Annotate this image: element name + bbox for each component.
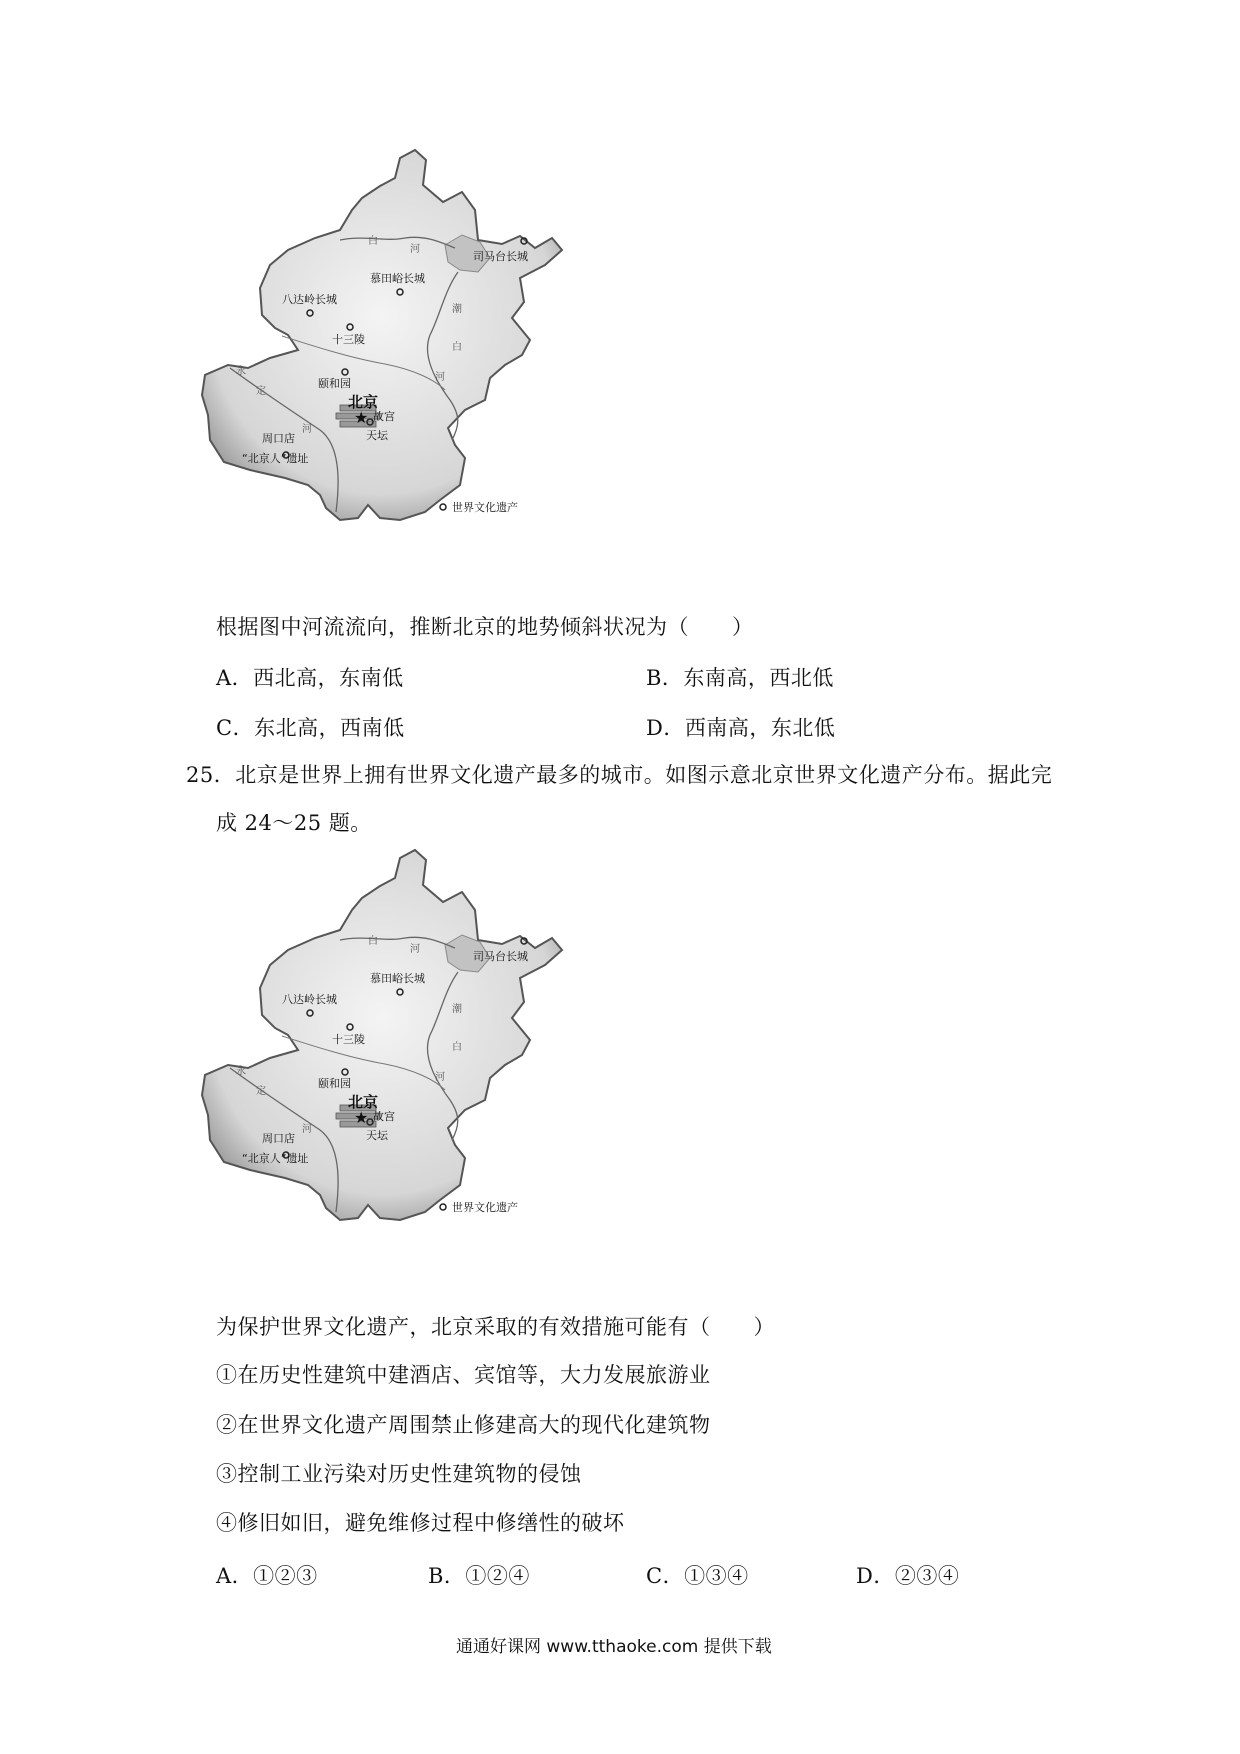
map-svg (190, 140, 610, 560)
label-mutianyu: 慕田峪长城 (370, 272, 425, 285)
legend-label: 世界文化遗产 (452, 1201, 518, 1214)
label-yiheyuan: 颐和园 (318, 377, 351, 390)
river-label: 河 (435, 1072, 445, 1083)
river-label: 潮 (452, 1004, 462, 1015)
q24-option-d[interactable]: D．西南高，东北低 (646, 716, 836, 740)
capital-star-icon: ★ (354, 408, 369, 427)
river-label: 潮 (452, 304, 462, 315)
q24-option-b[interactable]: B．东南高，西北低 (646, 666, 834, 690)
label-peking-man: “北京人”遗址 (242, 1152, 309, 1165)
label-zhoukoudian: 周口店 (262, 1132, 295, 1145)
river-label: 永 (236, 1066, 246, 1077)
river-label: 河 (302, 1124, 312, 1135)
q25-stem: 为保护世界文化遗产，北京采取的有效措施可能有（ ） (216, 1315, 775, 1339)
label-simatai: 司马台长城 (473, 250, 528, 263)
label-beijing: 北京 (348, 393, 379, 411)
q25-option-a[interactable]: A．①②③ (216, 1564, 318, 1588)
q24-option-c[interactable]: C．东北高，西南低 (216, 716, 405, 740)
q25-option-c[interactable]: C．①③④ (646, 1564, 749, 1588)
q24-option-a[interactable]: A．西北高，东南低 (216, 666, 404, 690)
legend-label: 世界文化遗产 (452, 501, 518, 514)
q24-stem: 根据图中河流流向，推断北京的地势倾斜状况为（ ） (216, 615, 754, 639)
capital-star-icon: ★ (354, 1108, 369, 1127)
label-tiantan: 天坛 (366, 1129, 388, 1142)
beijing-heritage-map-1 (190, 140, 610, 560)
label-badaling: 八达岭长城 (282, 993, 337, 1006)
map-svg (190, 840, 610, 1260)
label-beijing: 北京 (348, 1093, 379, 1111)
label-shisanling: 十三陵 (332, 333, 365, 346)
q25-statement-2: ②在世界文化遗产周围禁止修建高大的现代化建筑物 (216, 1413, 711, 1437)
q25-intro-line1: 25．北京是世界上拥有世界文化遗产最多的城市。如图示意北京世界文化遗产分布。据此完 (186, 763, 1053, 787)
label-peking-man: “北京人”遗址 (242, 452, 309, 465)
q25-option-d[interactable]: D．②③④ (856, 1564, 960, 1588)
q25-option-b[interactable]: B．①②④ (428, 1564, 530, 1588)
river-label: 河 (410, 244, 420, 255)
label-zhoukoudian: 周口店 (262, 432, 295, 445)
page-footer: 通通好课网 www.tthaoke.com 提供下载 (456, 1637, 772, 1657)
river-label: 白 (452, 1042, 462, 1053)
river-label: 河 (435, 372, 445, 383)
q25-statement-3: ③控制工业污染对历史性建筑物的侵蚀 (216, 1462, 582, 1486)
label-mutianyu: 慕田峪长城 (370, 972, 425, 985)
beijing-heritage-map-2 (190, 840, 610, 1260)
label-gugong: 故宫 (373, 1110, 395, 1123)
river-label: 定 (256, 1086, 266, 1097)
river-label: 定 (256, 386, 266, 397)
q25-statement-1: ①在历史性建筑中建酒店、宾馆等，大力发展旅游业 (216, 1363, 711, 1387)
label-shisanling: 十三陵 (332, 1033, 365, 1046)
label-tiantan: 天坛 (366, 429, 388, 442)
river-label: 河 (302, 424, 312, 435)
label-yiheyuan: 颐和园 (318, 1077, 351, 1090)
label-badaling: 八达岭长城 (282, 293, 337, 306)
q25-statement-4: ④修旧如旧，避免维修过程中修缮性的破坏 (216, 1511, 625, 1535)
river-label: 河 (410, 944, 420, 955)
q25-intro-line2: 成 24～25 题。 (216, 811, 372, 835)
river-label: 白 (368, 936, 378, 947)
river-label: 白 (452, 342, 462, 353)
label-simatai: 司马台长城 (473, 950, 528, 963)
river-label: 白 (368, 236, 378, 247)
river-label: 永 (236, 366, 246, 377)
label-gugong: 故宫 (373, 410, 395, 423)
